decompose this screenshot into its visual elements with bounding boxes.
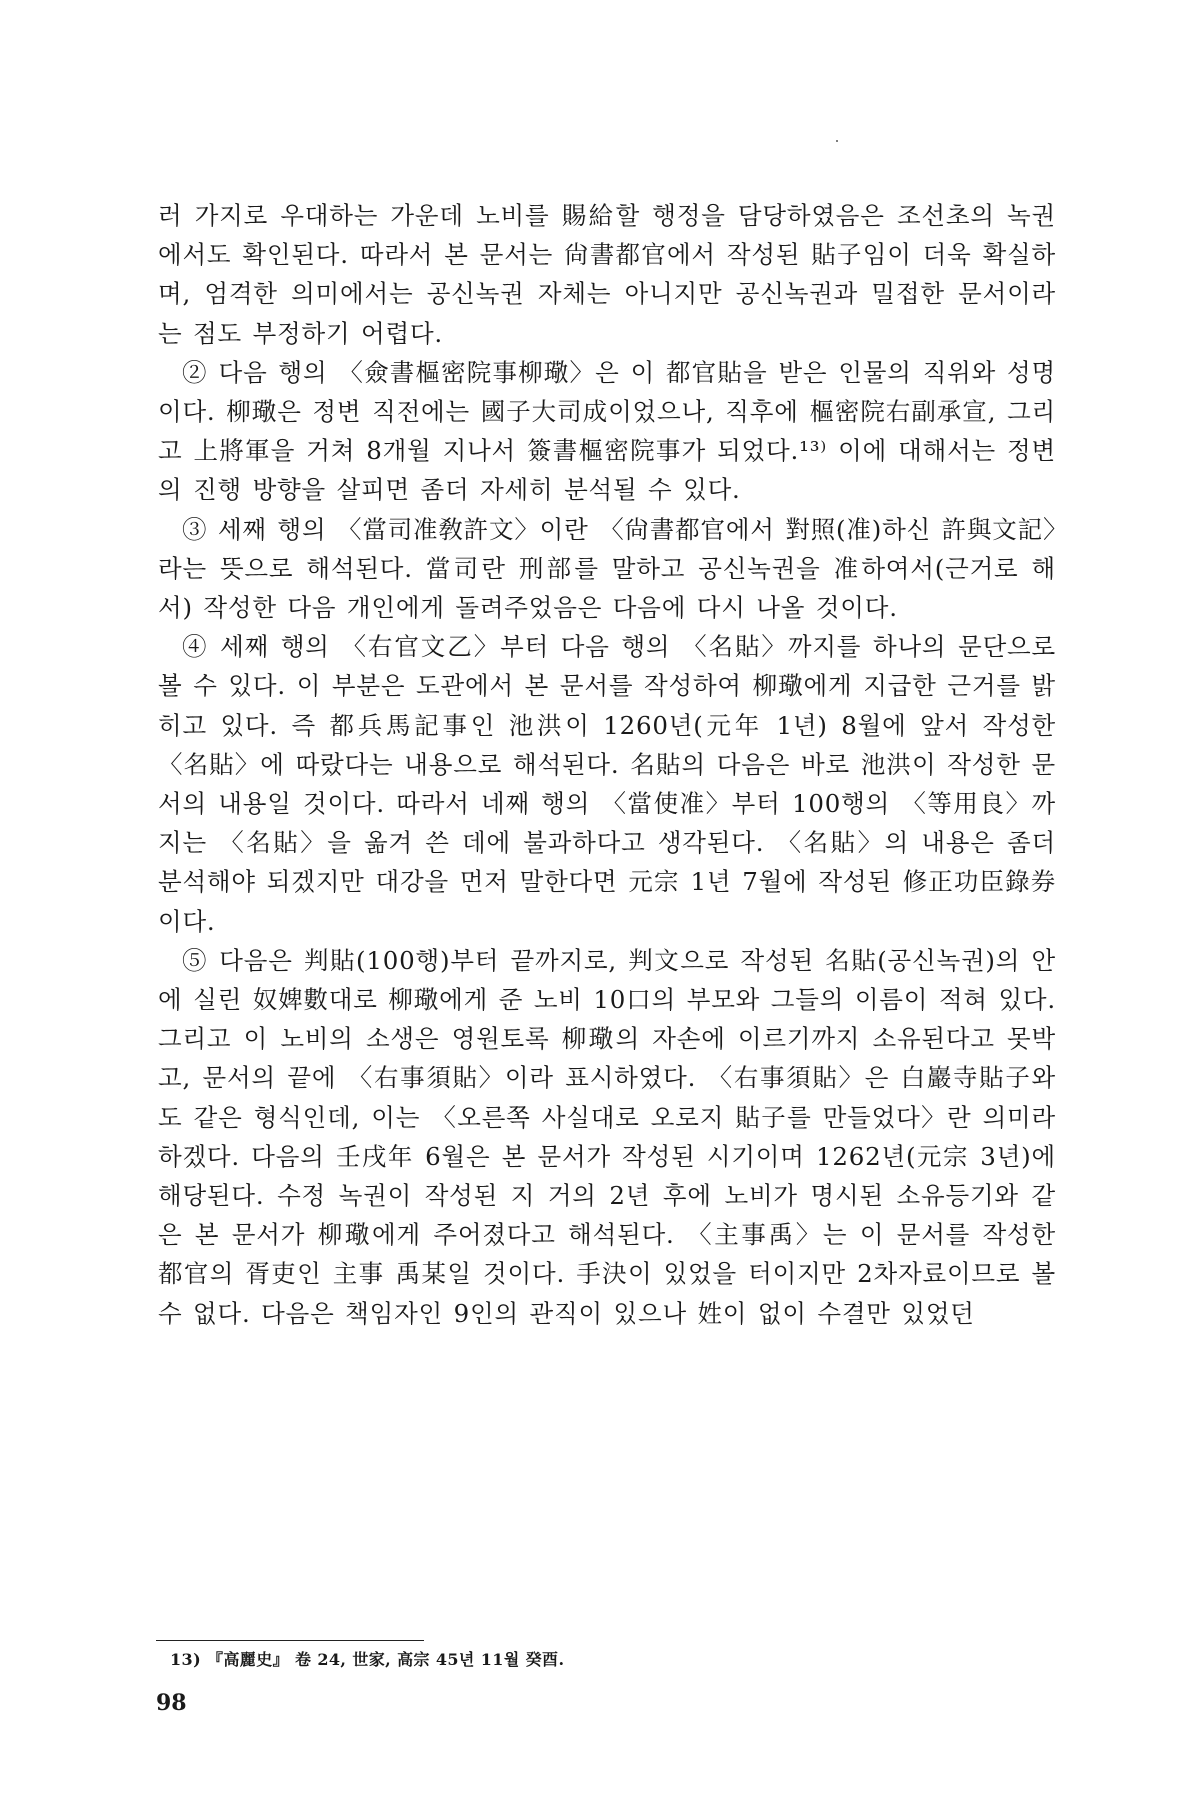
paragraph-item-5: ⑤ 다음은 判貼(100행)부터 끝까지로, 判文으로 작성된 名貼(공신녹권)의 안에 실린 奴婢數대로 柳璥에게 준 노비 10口의 부모와 그들의 이름이 적혀 있다. 그리고 이 노비의 소생은 영원토록 柳璥의 자손에 이르기까지 소유된다고 못박고, 문서의 끝에 〈右事須貼〉이라 표시하였다. 〈右事須貼〉은 白巖寺貼子와도 같은 형식인데, 이는 〈오른쪽 사실대로 오로지 貼子를 만들었다〉란 의미라 하겠다. 다음의 壬戌年 6월은 본 문서가 작성된 시기이며 1262년(元宗 3년)에 해당된다. 수정 녹권이 작성된 지 거의 2년 후에 노비가 명시된 소유등기와 같은 본 문서가 柳璥에게 주어졌다고 해석된다. 〈主事禹〉는 이 문서를 작성한 都官의 胥吏인 主事 禹某일 것이다. 手決이 있었을 터이지만 2차자료이므로 볼 수 없다. 다음은 책임자인 9인의 관직이 있으나 姓이 없이 수결만 있었던 [158,945,1056,1328]
paragraph-item-2: ② 다음 행의 〈僉書樞密院事柳璥〉은 이 都官貼을 받은 인물의 직위와 성명이다. 柳璥은 정변 직전에는 國子大司成이었으나, 직후에 樞密院右副承宣, 그리고 上將軍을 거쳐 8개월 지나서 簽書樞密院事가 되었다.¹³⁾ 이에 대해서는 정변의 진행 방향을 살피면 좀더 자세히 분석될 수 있다. [158,357,1056,505]
page-number: 98 [156,1690,187,1716]
scan-speck [836,140,838,142]
body-text [158,196,1056,1333]
paragraph-item-4: ④ 세째 행의 〈右官文乙〉부터 다음 행의 〈名貼〉까지를 하나의 문단으로 볼 수 있다. 이 부분은 도관에서 본 문서를 작성하여 柳璥에게 지급한 근거를 밝히고 있다. 즉 都兵馬記事인 池洪이 1260년(元年 1년) 8월에 앞서 작성한 〈名貼〉에 따랐다는 내용으로 해석된다. 名貼의 다음은 바로 池洪이 작성한 문서의 내용일 것이다. 따라서 네째 행의 〈當使准〉부터 100행의 〈等用良〉까지는 〈名貼〉을 옮겨 쓴 데에 불과하다고 생각된다. 〈名貼〉의 내용은 좀더 분석해야 되겠지만 대강을 먼저 말한다면 元宗 1년 7월에 작성된 修正功臣錄券이다. [158,632,1056,936]
paragraph-continuation: 러 가지로 우대하는 가운데 노비를 賜給할 행정을 담당하였음은 조선초의 녹권에서도 확인된다. 따라서 본 문서는 尙書都官에서 작성된 貼子임이 더욱 확실하며, 엄격한 의미에서는 공신녹권 자체는 아니지만 공신녹권과 밀접한 문서이라는 점도 부정하기 어렵다. [158,201,1056,348]
paragraph-item-3: ③ 세째 행의 〈當司准敎許文〉이란 〈尙書都官에서 對照(准)하신 許與文記〉라는 뜻으로 해석된다. 當司란 刑部를 말하고 공신녹권을 准하여서(근거로 해서) 작성한 다음 개인에게 돌려주었음은 다음에 다시 나올 것이다. [158,514,1056,623]
footnote: 13) 『高麗史』 卷 24, 世家, 高宗 45년 11월 癸酉. [170,1650,565,1669]
footnote-divider [156,1640,424,1641]
